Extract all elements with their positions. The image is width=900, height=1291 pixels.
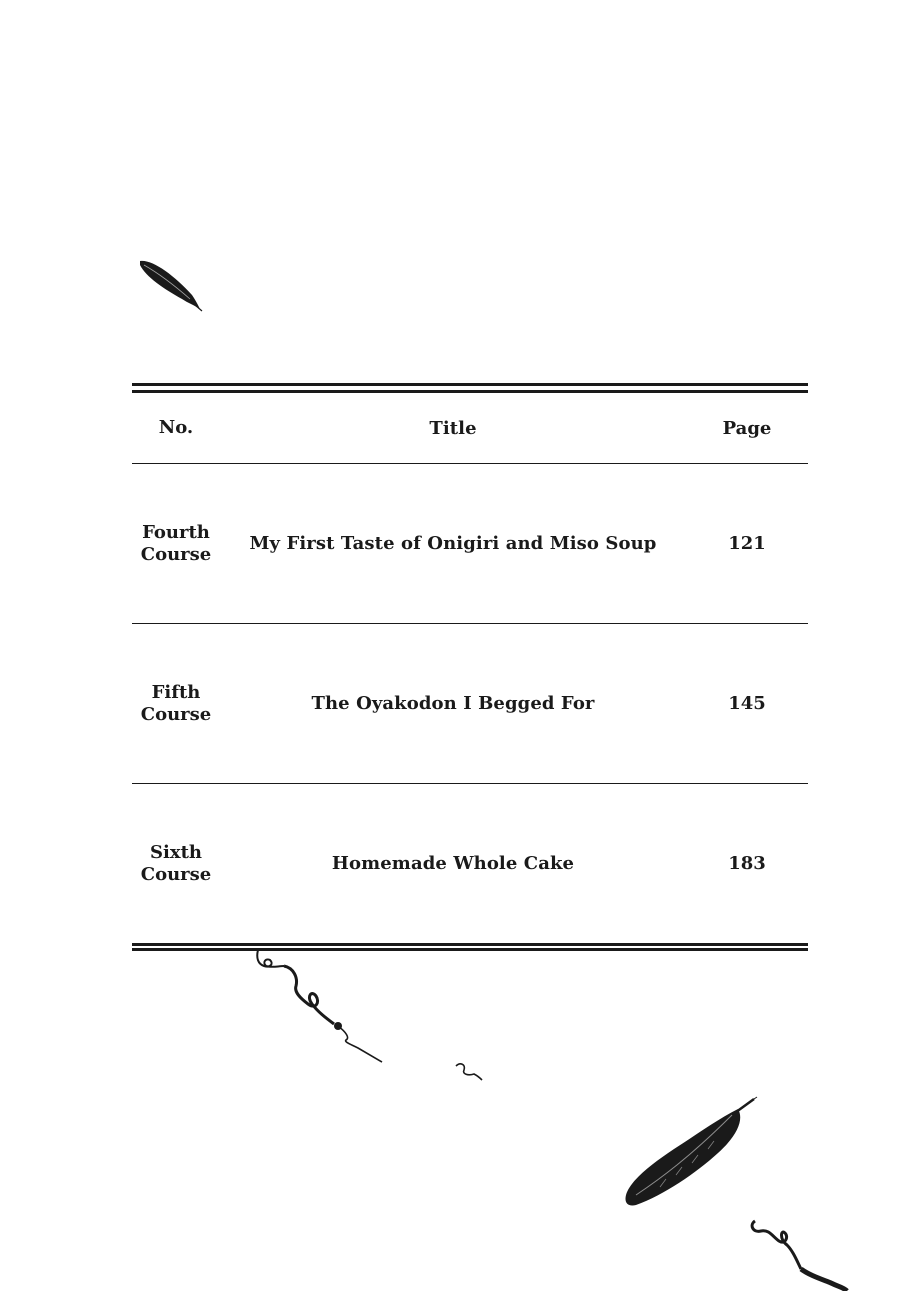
table-row: [132, 784, 808, 943]
table-top-rule: [132, 383, 808, 393]
chapter-page: 183: [728, 853, 766, 874]
chapter-number-line2: Course: [140, 703, 212, 725]
chapter-page: 145: [728, 693, 766, 714]
chapter-number-line2: Course: [140, 543, 212, 565]
large-feather-icon: [620, 1095, 765, 1213]
chapter-title: The Oyakodon I Begged For: [311, 693, 595, 714]
chapter-title: Homemade Whole Cake: [331, 853, 575, 874]
header-title: Title: [429, 417, 477, 439]
contents-table: [132, 383, 808, 951]
chapter-number: [132, 682, 220, 726]
header-page: Page: [722, 417, 772, 439]
chapter-number-line1: Fifth: [151, 681, 201, 703]
chapter-number-line1: Fourth: [142, 521, 210, 543]
chapter-number-line1: Sixth: [150, 841, 202, 863]
chapter-number: [132, 842, 220, 886]
chapter-number-line2: Course: [140, 863, 212, 885]
small-feather-icon: [134, 255, 206, 315]
table-row: [132, 464, 808, 624]
header-no: No.: [158, 417, 194, 438]
chapter-page: 121: [728, 533, 766, 554]
table-header-row: [132, 393, 808, 464]
ink-squiggle-icon: [745, 1215, 900, 1291]
chapter-title: My First Taste of Onigiri and Miso Soup: [249, 533, 657, 554]
chapter-number: [132, 522, 220, 566]
table-row: [132, 624, 808, 784]
ink-squiggle-icon: [250, 948, 500, 1088]
